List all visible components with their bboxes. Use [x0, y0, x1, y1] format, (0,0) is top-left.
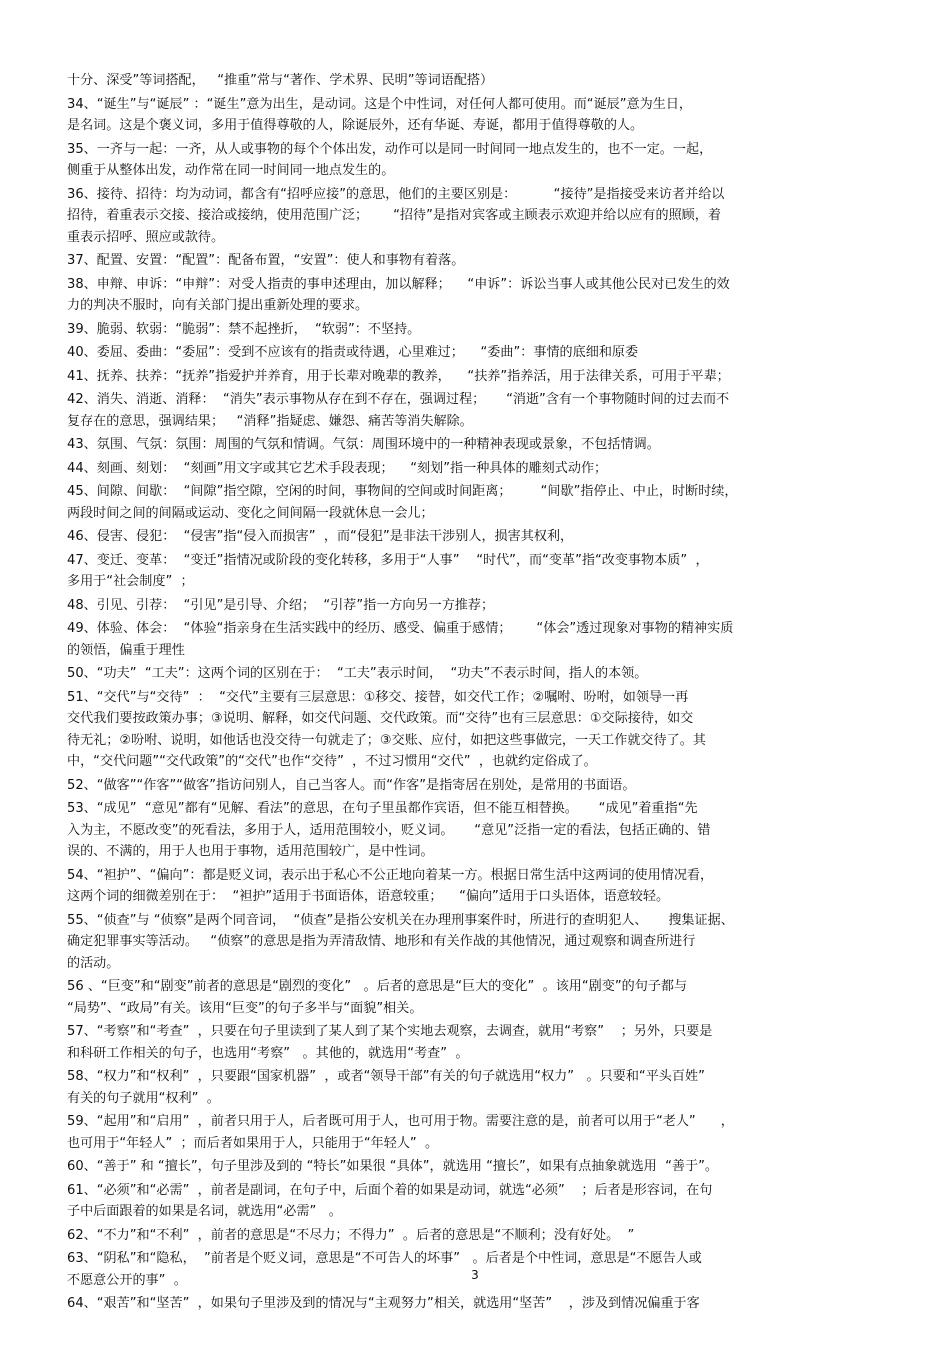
paragraph: [67, 1180, 887, 1223]
paragraph: [67, 389, 887, 432]
text-line: 56 、“巨变”和“剧变”前者的意思是“剧烈的变化” 。后者的意思是“巨大的变化” 。该用“剧变”的句子都与: [67, 979, 688, 994]
paragraph: [67, 687, 887, 773]
text-line: 确定犯罪事实等活动。 “侦察”的意思是指为弄清敌情、地形和有关作战的其他情况，通过观察和调查所进行: [67, 934, 696, 949]
text-line: 58、“权力”和“权利” ，只要跟“国家机器” ，或者“领导干部”有关的句子就选用“权力” 。只要和“平头百姓”: [67, 1069, 705, 1084]
paragraph: [67, 458, 887, 480]
text-line: 34、“诞生”与“诞辰” ：“诞生”意为出生，是动词。这是个中性词，对任何人都可使用。而“诞辰”意为生日，: [67, 96, 693, 112]
text-line: 63、“阴私”和“隐私， ”前者是个贬义词，意思是“不可告人的坏事” 。后者是个中性词，意思是“不愿告人或: [67, 1251, 702, 1266]
paragraph: [67, 70, 887, 92]
text-line: 中，“交代问题”“交代政策”的“交代”也作“交待” ，不过习惯用“交代” ，也就约定俗成了。: [67, 754, 597, 769]
document-body: [67, 70, 887, 1317]
text-line: 子中后面跟着的如果是名词，就选用“必需” 。: [67, 1204, 342, 1219]
text-line: 入为主，不愿改变”的死看法，多用于人，适用范围较小，贬义词。 “意见”泛指一定的看法，包括正确的、错: [67, 822, 711, 838]
text-line: 49、体验、体会： “体验“指亲身在生活实践中的经历、感受、偏重于感情； “体会”透过现象对事物的精神实质: [67, 621, 734, 636]
text-line: 招待，着重表示交接、接洽或接纳，使用范围广泛； “招待”是指对宾客或主顾表示欢迎并给以应有的照顾，着: [67, 208, 721, 223]
paragraph: [67, 663, 887, 685]
paragraph: [67, 1225, 887, 1247]
text-line: 42、消失、消逝、消释： “消失”表示事物从存在到不存在，强调过程； “消逝”含有一个事物随时间的过去而不: [67, 392, 730, 407]
paragraph: [67, 1293, 887, 1315]
text-line: 38、申辩、申诉：“申辩”：对受人指责的事申述理由，加以解释； “申诉”：诉讼当事人或其他公民对已发生的效: [67, 276, 730, 292]
paragraph: [67, 139, 887, 182]
text-line: 37、配置、安置：“配置”：配备布置，“安置”：使人和事物有着落。: [67, 253, 465, 268]
paragraph: [67, 775, 887, 797]
paragraph: [67, 434, 887, 456]
text-line: 也可用于“年轻人” ；而后者如果用于人，只能用于“年轻人” 。: [67, 1135, 439, 1151]
text-line: 交代我们要按政策办事；③说明、解释，如交代问题、交代政策。而“交待”也有三层意思：①交际接待，如交: [67, 711, 694, 726]
text-line: 误的、不满的，用于人也用于事物，适用范围较广，是中性词。: [67, 844, 434, 859]
paragraph: [67, 1066, 887, 1109]
text-line: “局势”、“政局”有关。该用“巨变”的句子多半与“面貌”相关。: [67, 1000, 423, 1016]
text-line: 40、委屈、委曲：“委屈”：受到不应该有的指责或待遇，心里难过； “委曲”：事情的底细和原委: [67, 345, 639, 360]
text-line: 待无礼；②吩咐、说明，如他话也没交待一句就走了；③交账、应付，如把这些事做完，一天工作就交待了。其: [67, 732, 706, 748]
paragraph: [67, 798, 887, 863]
text-line: 多用于“社会制度” ；: [67, 574, 194, 589]
text-line: 52、“做客”“作客”“做客”指访问别人，自己当客人。而“作客”是指寄居在别处，是常用的书面语。: [67, 777, 636, 793]
text-line: 的活动。: [67, 955, 120, 971]
paragraph: [67, 526, 887, 548]
text-line: 是名词。这是个褒义词，多用于值得尊敬的人，除诞辰外，还有华诞、寿诞，都用于值得尊敬的人。: [67, 118, 644, 133]
text-line: 59、“起用”和“启用” ，前者只用于人，后者既可用于人，也可用于物。需要注意的是，前者可以用于“老人” ，: [67, 1114, 734, 1129]
text-line: 47、变迁、变革： “变迁”指情况或阶段的变化转移，多用于“人事” “时代”，而“变革”指“改变事物本质” ，: [67, 552, 709, 568]
text-line: 44、刻画、刻划： “刻画”用文字或其它艺术手段表现； “刻划”指一种具体的雕刻式动作；: [67, 460, 608, 476]
paragraph: [67, 976, 887, 1019]
text-line: 复存在的意思，强调结果； “消释”指疑虑、嫌怨、痛苦等消失解除。: [67, 413, 473, 429]
paragraph: [67, 910, 887, 975]
text-line: 62、“不力”和“不利” ，前者的意思是“不尽力；不得力” 。后者的意思是“不顺利；没有好处。 ”: [67, 1227, 635, 1243]
paragraph: [67, 865, 887, 908]
text-line: 十分、深受”等词搭配， “推重”常与“著作、学术界、民明”等词语配搭）: [67, 73, 494, 88]
paragraph: [67, 1156, 887, 1178]
text-line: 45、间隙、间歇： “间隙”指空隙，空闲的时间，事物间的空间或时间距离； “间歇”指停止、中止，时断时续，: [67, 484, 738, 499]
paragraph: [67, 595, 887, 617]
text-line: 重表示招呼、照应或款待。: [67, 229, 225, 245]
text-line: 60、“善于” 和 “擅长”，句子里涉及到的 “特长”如果很 “具体”，就选用 “擅长”，如果有点抽象就选用 “善于”。: [67, 1159, 718, 1174]
text-line: 64、“艰苦”和“坚苦” ，如果句子里涉及到的情况与“主观努力”相关，就选用“坚苦” ，涉及到情况偏重于客: [67, 1296, 700, 1311]
paragraph: [67, 184, 887, 249]
text-line: 55、“侦查”与 “侦察”是两个同音词， “侦查”是指公安机关在办理刑事案件时，所进行的查明犯人、 搜集证据、: [67, 912, 734, 928]
text-line: 50、“功夫” “工夫”：这两个词的区别在于： “工夫”表示时间， “功夫”不表示时间，指人的本领。: [67, 666, 648, 681]
text-line: 43、氛围、气氛：氛围：周围的气氛和情调。气氛：周围环境中的一种精神表现或景象，不包括情调。: [67, 437, 660, 452]
paragraph: [67, 250, 887, 272]
paragraph: [67, 1111, 887, 1154]
text-line: 36、接待、招待：均为动词，都含有“招呼应接”的意思，他们的主要区别是： “接待”是指接受来访者并给以: [67, 186, 725, 202]
paragraph: [67, 1021, 887, 1064]
text-line: 54、“袒护”、“偏向”：都是贬义词，表示出于私心不公正地向着某一方。根据日常生活中这两词的使用情况看，: [67, 867, 714, 883]
page-number: 3: [471, 1268, 479, 1282]
text-line: 46、侵害、侵犯： “侵害”指“侵入而损害” ，而“侵犯”是非法干涉别人，损害其权利，: [67, 529, 574, 544]
paragraph: [67, 274, 887, 317]
paragraph: [67, 94, 887, 137]
text-line: 力的判决不服时，向有关部门提出重新处理的要求。: [67, 298, 369, 313]
text-line: 有关的句子就用“权利” 。: [67, 1090, 220, 1106]
text-line: 53、“成见” “意见”都有“见解、看法”的意思，在句子里虽都作宾语，但不能互相替换。 “成见”着重指“先: [67, 801, 698, 816]
text-line: 41、抚养、扶养：“抚养”指爱护并养育，用于长辈对晚辈的教养， “扶养”指养活，用于法律关系，可用于平辈；: [67, 368, 730, 384]
paragraph: [67, 342, 887, 364]
paragraph: [67, 550, 887, 593]
text-line: 35、一齐与一起：一齐，从人或事物的每个个体出发，动作可以是同一时间同一地点发生的，也不一定。一起，: [67, 141, 713, 157]
paragraph: [67, 481, 887, 524]
text-line: 57、“考察”和“考查” ，只要在句子里读到了某人到了某个实地去观察，去调查，就用“考察” ；另外，只要是: [67, 1024, 713, 1039]
paragraph: [67, 618, 887, 661]
paragraph: [67, 319, 887, 341]
text-line: 和科研工作相关的句子，也选用“考察” 。其他的，就选用“考查” 。: [67, 1045, 469, 1061]
text-line: 61、“必须”和“必需” ，前者是副词，在句子中，后面个着的如果是动词，就选“必须” ；后者是形容词，在句: [67, 1182, 713, 1198]
text-line: 的领悟，偏重于理性: [67, 642, 185, 658]
text-line: 48、引见、引荐： “引见”是引导、介绍； “引荐”指一方向另一方推荐；: [67, 597, 495, 613]
paragraph: [67, 366, 887, 388]
text-line: 39、脆弱、软弱：“脆弱”：禁不起挫折， “软弱”：不坚持。: [67, 321, 421, 337]
text-line: 侧重于从整体出发，动作常在同一时间同一地点发生的。: [67, 163, 395, 178]
text-line: 两段时间之间的间隔或运动、变化之间间隔一段就休息一会儿；: [67, 505, 434, 521]
text-line: 这两个词的细微差别在于： “袒护”适用于书面语体，语意较重； “偏向”适用于口头语体，语意较轻。: [67, 889, 670, 904]
text-line: 不愿意公开的事” 。: [67, 1272, 187, 1288]
text-line: 51、“交代”与“交待” ： “交代”主要有三层意思：①移交、接替，如交代工作；②嘱咐、吩咐，如领导一再: [67, 689, 689, 705]
